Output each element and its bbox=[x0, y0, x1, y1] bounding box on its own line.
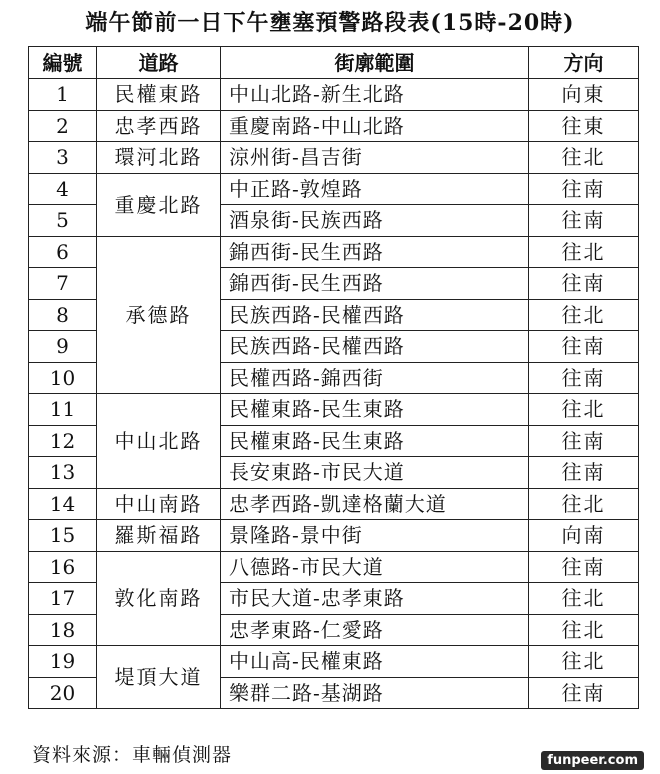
cell-number: 15 bbox=[29, 520, 97, 552]
cell-direction: 往南 bbox=[529, 551, 639, 583]
cell-range: 中山高-民權東路 bbox=[221, 646, 529, 678]
cell-range: 長安東路-市民大道 bbox=[221, 457, 529, 489]
cell-road: 重慶北路 bbox=[97, 173, 221, 236]
cell-range: 忠孝西路-凱達格蘭大道 bbox=[221, 488, 529, 520]
cell-range: 八德路-市民大道 bbox=[221, 551, 529, 583]
table-row bbox=[29, 394, 639, 426]
cell-direction: 往南 bbox=[529, 173, 639, 205]
cell-range: 民權東路-民生東路 bbox=[221, 394, 529, 426]
cell-direction: 往北 bbox=[529, 488, 639, 520]
cell-direction: 往南 bbox=[529, 268, 639, 300]
cell-number: 13 bbox=[29, 457, 97, 489]
congestion-table bbox=[28, 46, 639, 709]
cell-number: 3 bbox=[29, 142, 97, 174]
cell-direction: 往北 bbox=[529, 142, 639, 174]
cell-range: 民權東路-民生東路 bbox=[221, 425, 529, 457]
cell-road: 環河北路 bbox=[97, 142, 221, 174]
cell-direction: 往北 bbox=[529, 614, 639, 646]
table-row bbox=[29, 488, 639, 520]
cell-number: 19 bbox=[29, 646, 97, 678]
cell-range: 民權西路-錦西街 bbox=[221, 362, 529, 394]
cell-range: 錦西街-民生西路 bbox=[221, 236, 529, 268]
cell-direction: 向東 bbox=[529, 79, 639, 111]
data-source-note: 資料來源：車輛偵測器 bbox=[32, 744, 233, 766]
cell-direction: 往北 bbox=[529, 299, 639, 331]
table-row bbox=[29, 79, 639, 111]
table-header-row bbox=[29, 47, 639, 79]
cell-range: 涼州街-昌吉街 bbox=[221, 142, 529, 174]
cell-range: 市民大道-忠孝東路 bbox=[221, 583, 529, 615]
header-range: 街廓範圍 bbox=[221, 47, 529, 79]
cell-direction: 向南 bbox=[529, 520, 639, 552]
cell-number: 7 bbox=[29, 268, 97, 300]
cell-direction: 往北 bbox=[529, 394, 639, 426]
cell-range: 景隆路-景中街 bbox=[221, 520, 529, 552]
cell-range: 樂群二路-基湖路 bbox=[221, 677, 529, 709]
cell-road: 民權東路 bbox=[97, 79, 221, 111]
table-row bbox=[29, 520, 639, 552]
cell-direction: 往東 bbox=[529, 110, 639, 142]
cell-road: 堤頂大道 bbox=[97, 646, 221, 709]
cell-number: 11 bbox=[29, 394, 97, 426]
cell-direction: 往南 bbox=[529, 425, 639, 457]
table-row bbox=[29, 551, 639, 583]
cell-road: 敦化南路 bbox=[97, 551, 221, 646]
header-number: 編號 bbox=[29, 47, 97, 79]
header-direction: 方向 bbox=[529, 47, 639, 79]
cell-range: 中山北路-新生北路 bbox=[221, 79, 529, 111]
cell-number: 5 bbox=[29, 205, 97, 237]
cell-direction: 往北 bbox=[529, 583, 639, 615]
cell-range: 酒泉街-民族西路 bbox=[221, 205, 529, 237]
cell-direction: 往南 bbox=[529, 677, 639, 709]
cell-number: 9 bbox=[29, 331, 97, 363]
cell-number: 4 bbox=[29, 173, 97, 205]
table-row bbox=[29, 110, 639, 142]
cell-number: 8 bbox=[29, 299, 97, 331]
cell-number: 18 bbox=[29, 614, 97, 646]
cell-direction: 往北 bbox=[529, 236, 639, 268]
cell-number: 1 bbox=[29, 79, 97, 111]
cell-number: 16 bbox=[29, 551, 97, 583]
cell-range: 忠孝東路-仁愛路 bbox=[221, 614, 529, 646]
cell-road: 中山南路 bbox=[97, 488, 221, 520]
table-title: 端午節前一日下午壅塞預警路段表(15時-20時) bbox=[85, 10, 575, 36]
cell-direction: 往北 bbox=[529, 646, 639, 678]
cell-road: 承德路 bbox=[97, 236, 221, 394]
cell-road: 忠孝西路 bbox=[97, 110, 221, 142]
cell-range: 中正路-敦煌路 bbox=[221, 173, 529, 205]
table-body bbox=[29, 79, 639, 709]
cell-number: 10 bbox=[29, 362, 97, 394]
cell-direction: 往南 bbox=[529, 362, 639, 394]
table-row bbox=[29, 236, 639, 268]
cell-range: 民族西路-民權西路 bbox=[221, 299, 529, 331]
cell-road: 羅斯福路 bbox=[97, 520, 221, 552]
cell-direction: 往南 bbox=[529, 205, 639, 237]
cell-number: 14 bbox=[29, 488, 97, 520]
cell-range: 民族西路-民權西路 bbox=[221, 331, 529, 363]
table-row bbox=[29, 142, 639, 174]
watermark-logo: funpeer.com bbox=[541, 751, 644, 770]
cell-direction: 往南 bbox=[529, 331, 639, 363]
cell-direction: 往南 bbox=[529, 457, 639, 489]
table-row bbox=[29, 173, 639, 205]
cell-number: 17 bbox=[29, 583, 97, 615]
header-road: 道路 bbox=[97, 47, 221, 79]
cell-number: 6 bbox=[29, 236, 97, 268]
cell-range: 錦西街-民生西路 bbox=[221, 268, 529, 300]
cell-road: 中山北路 bbox=[97, 394, 221, 489]
cell-number: 20 bbox=[29, 677, 97, 709]
cell-number: 2 bbox=[29, 110, 97, 142]
cell-number: 12 bbox=[29, 425, 97, 457]
cell-range: 重慶南路-中山北路 bbox=[221, 110, 529, 142]
table-row bbox=[29, 646, 639, 678]
